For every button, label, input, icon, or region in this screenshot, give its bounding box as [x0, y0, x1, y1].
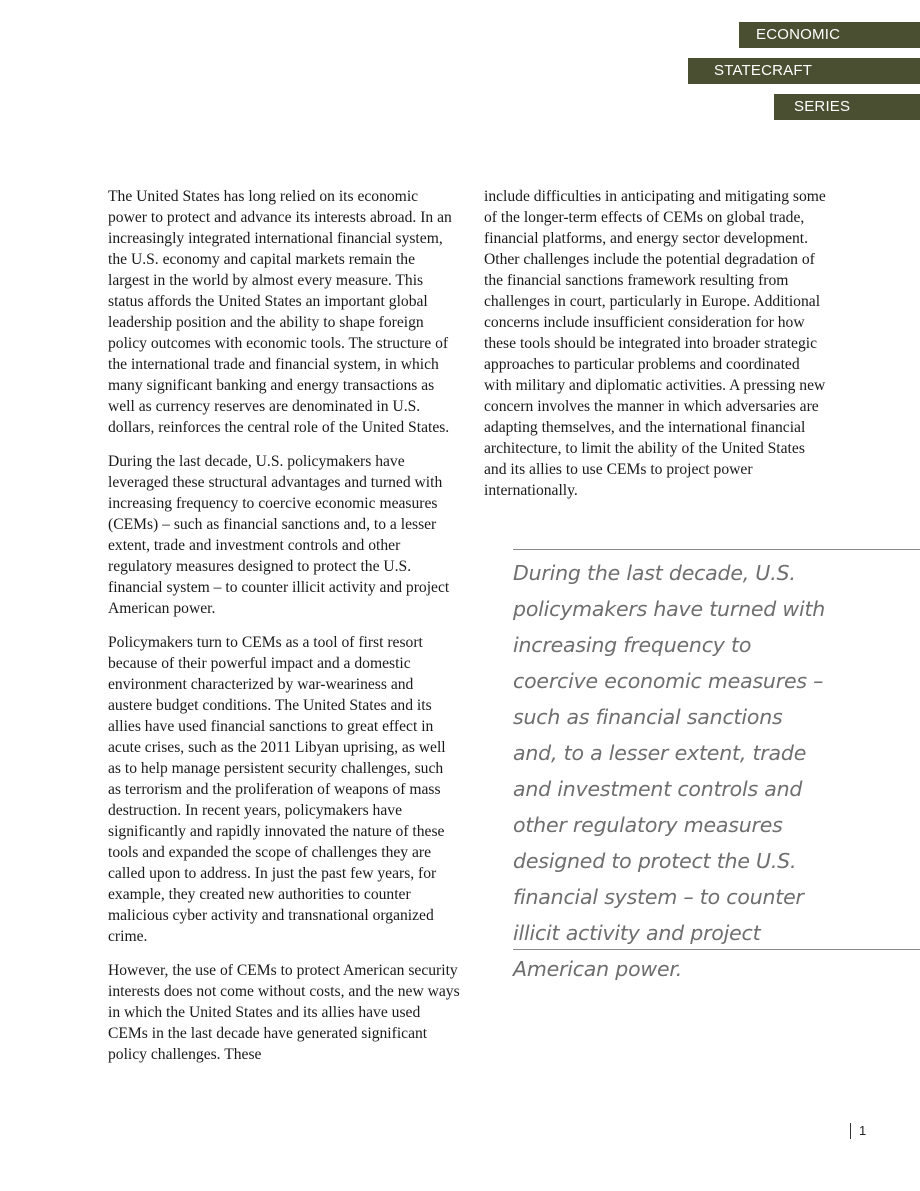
- series-tag-series: SERIES: [774, 94, 920, 120]
- page-number: 1: [850, 1123, 866, 1139]
- pull-quote-text: During the last decade, U.S. policymakers have turned with increasing frequency to coercive economic measures – such as financial sanctions and, to a lesser extent, trade and investment controls and other regulatory measures designed to protect the U.S. financial system – to counter illicit activity and project American power.: [513, 561, 826, 981]
- pull-quote: [513, 549, 920, 981]
- paragraph: Policymakers turn to CEMs as a tool of first resort because of their powerful impact and a domestic environment characterized by war-weariness and austere budget conditions. The United States and its allies have used financial sanctions to great effect in acute crises, such as the 2011 Libyan uprising, as well as to help manage persistent security challenges, such as terrorism and the proliferation of weapons of mass destruction. In recent years, policymakers have significantly and rapidly innovated the nature of these tools and expanded the scope of challenges they are called upon to address. In just the past few years, for example, they created new authorities to counter malicious cyber activity and transnational organized crime.: [108, 634, 446, 945]
- right-text-column: [484, 186, 829, 514]
- paragraph: The United States has long relied on its economic power to protect and advance its interests abroad. In an increasingly integrated international financial system, the U.S. economy and capital markets remain the largest in the world by almost every measure. This status affords the United States an important global leadership position and the ability to shape foreign policy outcomes with economic tools. The structure of the international trade and financial system, in which many significant banking and energy transactions as well as currency reserves are denominated in U.S. dollars, reinforces the central role of the United States.: [108, 188, 452, 436]
- paragraph: However, the use of CEMs to protect American security interests does not come without costs, and the new ways in which the United States and its allies have used CEMs in the last decade have generated significant policy challenges. These: [108, 962, 460, 1063]
- paragraph: During the last decade, U.S. policymakers have leveraged these structural advantages and turned with increasing frequency to coercive economic measures (CEMs) – such as financial sanctions and, to a lesser extent, trade and investment controls and other regulatory measures designed to protect the U.S. financial system – to counter illicit activity and project American power.: [108, 453, 450, 617]
- paragraph: include difficulties in anticipating and mitigating some of the longer-term effects of CEMs on global trade, financial platforms, and energy sector development. Other challenges include the potential degradation of the financial sanctions framework resulting from challenges in court, particularly in Europe. Additional concerns include insufficient consideration for how these tools should be integrated into broader strategic approaches to particular problems and coordinated with military and diplomatic activities. A pressing new concern involves the manner in which adversaries are adapting themselves, and the international financial architecture, to limit the ability of the United States and its allies to use CEMs to project power internationally.: [484, 188, 826, 499]
- series-tag-economic: ECONOMIC: [739, 22, 920, 48]
- series-tag-statecraft: STATECRAFT: [688, 58, 920, 84]
- left-text-column: [108, 186, 460, 1078]
